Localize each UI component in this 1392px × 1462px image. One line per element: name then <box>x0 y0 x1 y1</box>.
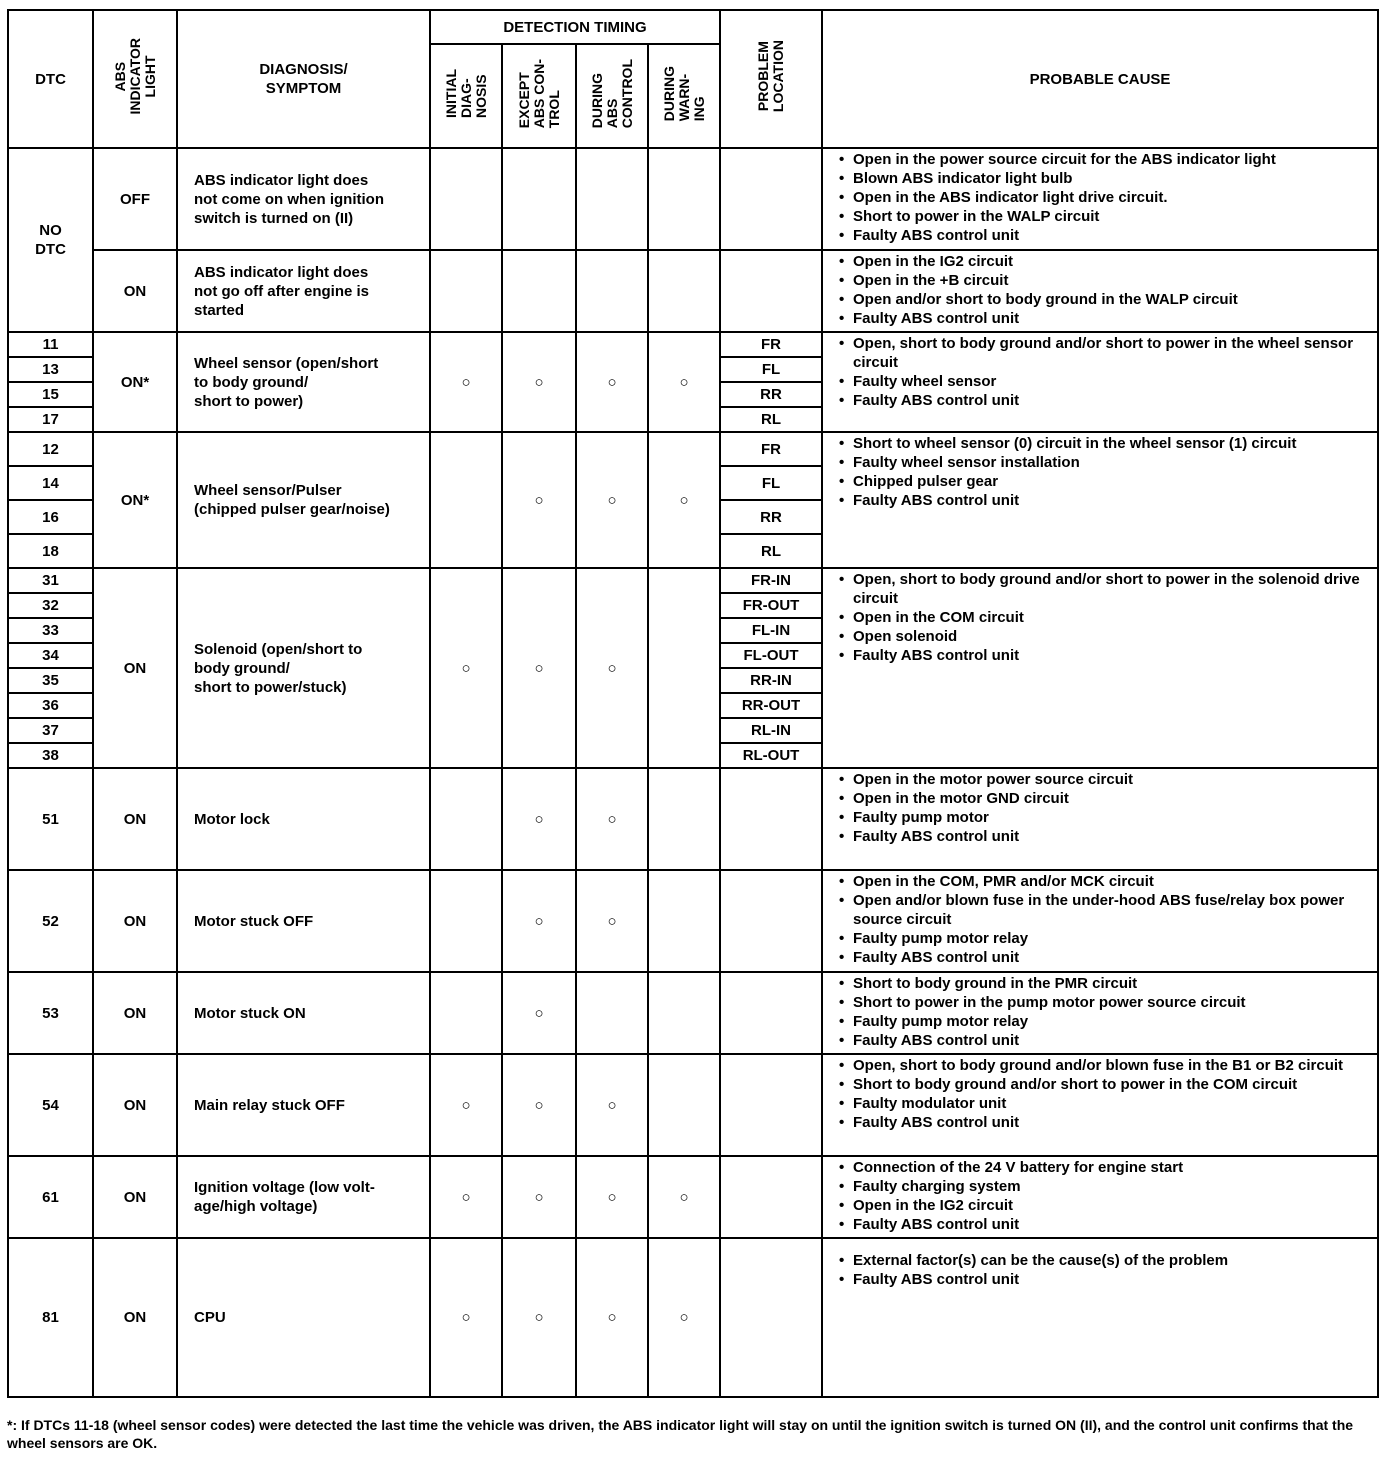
cause-item: • Open and/or short to body ground in the WALP circuit <box>827 290 1373 309</box>
header-during-abs-control: DURING ABS CONTROL <box>576 44 648 148</box>
mark-except: ○ <box>502 1054 576 1156</box>
cause-item: • Short to wheel sensor (0) circuit in the wheel sensor (1) circuit <box>827 434 1373 453</box>
cell-diagnosis: Motor stuck OFF <box>177 870 430 972</box>
cell-causes <box>822 870 1378 972</box>
cell-diagnosis: ABS indicator light does not come on when ignition switch is turned on (II) <box>177 148 430 250</box>
cause-item: • Faulty ABS control unit <box>827 1215 1373 1234</box>
cell-dtc: 13 <box>8 357 93 382</box>
cell-dtc-none: NO DTC <box>8 148 93 332</box>
cell-causes <box>822 432 1378 568</box>
mark-during-warning: ○ <box>648 432 720 568</box>
cell-dtc: 14 <box>8 466 93 500</box>
cause-item: • Open in the ABS indicator light drive circuit. <box>827 188 1373 207</box>
cause-item: • Faulty ABS control unit <box>827 309 1373 328</box>
cell-light: ON <box>93 1156 177 1238</box>
mark-except: ○ <box>502 972 576 1054</box>
mark-during-warning: ○ <box>648 332 720 432</box>
cause-item: • Open, short to body ground and/or blown fuse in the B1 or B2 circuit <box>827 1056 1373 1075</box>
cell-location: FR-OUT <box>720 593 822 618</box>
cause-item: • Faulty ABS control unit <box>827 491 1373 510</box>
mark-during-abs: ○ <box>576 568 648 768</box>
mark-initial: ○ <box>430 1156 502 1238</box>
cell-location: RR-IN <box>720 668 822 693</box>
cause-item: • Faulty wheel sensor <box>827 372 1373 391</box>
cell-causes <box>822 148 1378 250</box>
cell-light: ON* <box>93 332 177 432</box>
cause-item: • Short to body ground and/or short to power in the COM circuit <box>827 1075 1373 1094</box>
cell-dtc: 51 <box>8 768 93 870</box>
mark-initial: ○ <box>430 1054 502 1156</box>
cause-item: • Faulty ABS control unit <box>827 646 1373 665</box>
header-during-warning: DURING WARN- ING <box>648 44 720 148</box>
cell-location: FR <box>720 432 822 466</box>
cell-diagnosis: Solenoid (open/short to body ground/ short to power/stuck) <box>177 568 430 768</box>
cell-location: RL <box>720 407 822 432</box>
cell-diagnosis: Main relay stuck OFF <box>177 1054 430 1156</box>
cell-diagnosis: CPU <box>177 1238 430 1397</box>
cause-item: • Open in the motor GND circuit <box>827 789 1373 808</box>
header-detection-timing: DETECTION TIMING <box>430 10 720 44</box>
cause-item: • Open in the +B circuit <box>827 271 1373 290</box>
cause-item: • Connection of the 24 V battery for engine start <box>827 1158 1373 1177</box>
header-abs-light: ABS INDICATOR LIGHT <box>93 10 177 148</box>
cell-location: FL <box>720 357 822 382</box>
mark-initial: ○ <box>430 332 502 432</box>
footnote: *: If DTCs 11-18 (wheel sensor codes) were detected the last time the vehicle was driven, the ABS indicator light will stay on until the ignition switch is turned ON (II), and the control unit confirms that the wheel sensors are OK. <box>7 1417 1354 1451</box>
cell-light: OFF <box>93 148 177 250</box>
mark-except: ○ <box>502 432 576 568</box>
cause-item: • External factor(s) can be the cause(s) of the problem <box>827 1251 1373 1270</box>
mark-initial: ○ <box>430 568 502 768</box>
cause-item: • Short to power in the pump motor power source circuit <box>827 993 1373 1012</box>
cell-dtc: 81 <box>8 1238 93 1397</box>
cell-causes <box>822 250 1378 332</box>
dtc-table <box>7 9 1379 1398</box>
cause-item: • Faulty wheel sensor installation <box>827 453 1373 472</box>
mark-during-abs: ○ <box>576 768 648 870</box>
cause-item: • Faulty ABS control unit <box>827 948 1373 967</box>
mark-during-warning: ○ <box>648 1238 720 1397</box>
cause-item: • Open, short to body ground and/or short to power in the wheel sensor circuit <box>827 334 1373 372</box>
cell-diagnosis: Wheel sensor (open/short to body ground/ short to power) <box>177 332 430 432</box>
cell-causes <box>822 1238 1378 1397</box>
mark-except: ○ <box>502 1156 576 1238</box>
cell-dtc: 11 <box>8 332 93 357</box>
cause-item: • Faulty ABS control unit <box>827 1113 1373 1132</box>
cause-item: • Open solenoid <box>827 627 1373 646</box>
mark-except: ○ <box>502 332 576 432</box>
cause-item: • Chipped pulser gear <box>827 472 1373 491</box>
cell-dtc: 18 <box>8 534 93 568</box>
mark-initial: ○ <box>430 1238 502 1397</box>
mark-except: ○ <box>502 768 576 870</box>
mark-during-abs: ○ <box>576 870 648 972</box>
cell-light: ON <box>93 768 177 870</box>
cell-location: RR-OUT <box>720 693 822 718</box>
cell-location: FL-IN <box>720 618 822 643</box>
cause-item: • Faulty pump motor relay <box>827 1012 1373 1031</box>
cell-dtc: 34 <box>8 643 93 668</box>
cause-item: • Open in the IG2 circuit <box>827 1196 1373 1215</box>
mark-during-abs: ○ <box>576 332 648 432</box>
mark-during-warning: ○ <box>648 1156 720 1238</box>
mark-during-abs: ○ <box>576 1238 648 1397</box>
cell-location: FL-OUT <box>720 643 822 668</box>
cell-dtc: 38 <box>8 743 93 768</box>
cell-causes <box>822 1156 1378 1238</box>
cause-item: • Short to body ground in the PMR circuit <box>827 974 1373 993</box>
cause-item: • Open in the IG2 circuit <box>827 252 1373 271</box>
cause-item: • Faulty ABS control unit <box>827 1270 1373 1289</box>
cell-light: ON <box>93 1054 177 1156</box>
cause-item: • Blown ABS indicator light bulb <box>827 169 1373 188</box>
cell-dtc: 53 <box>8 972 93 1054</box>
cause-item: • Faulty ABS control unit <box>827 391 1373 410</box>
cause-item: • Faulty ABS control unit <box>827 1031 1373 1050</box>
cell-dtc: 54 <box>8 1054 93 1156</box>
mark-during-abs: ○ <box>576 432 648 568</box>
header-dtc: DTC <box>8 10 93 148</box>
cell-dtc: 16 <box>8 500 93 534</box>
cell-location: FR-IN <box>720 568 822 593</box>
mark-during-abs: ○ <box>576 1156 648 1238</box>
mark-except: ○ <box>502 1238 576 1397</box>
cell-light: ON <box>93 972 177 1054</box>
cell-location: RL-IN <box>720 718 822 743</box>
mark-except: ○ <box>502 870 576 972</box>
cause-item: • Faulty ABS control unit <box>827 827 1373 846</box>
cell-dtc: 15 <box>8 382 93 407</box>
cell-causes <box>822 768 1378 870</box>
cell-causes <box>822 568 1378 768</box>
cell-dtc: 61 <box>8 1156 93 1238</box>
cell-light: ON* <box>93 432 177 568</box>
cell-dtc: 32 <box>8 593 93 618</box>
cell-dtc: 36 <box>8 693 93 718</box>
header-initial-diagnosis: INITIAL DIAG- NOSIS <box>430 44 502 148</box>
cell-dtc: 17 <box>8 407 93 432</box>
header-diagnosis: DIAGNOSIS/ SYMPTOM <box>177 10 430 148</box>
cell-dtc: 12 <box>8 432 93 466</box>
cause-item: • Open in the power source circuit for the ABS indicator light <box>827 150 1373 169</box>
cell-diagnosis: ABS indicator light does not go off after engine is started <box>177 250 430 332</box>
cause-item: • Faulty pump motor <box>827 808 1373 827</box>
cell-location: FL <box>720 466 822 500</box>
cause-item: • Short to power in the WALP circuit <box>827 207 1373 226</box>
cause-item: • Faulty pump motor relay <box>827 929 1373 948</box>
cell-causes <box>822 1054 1378 1156</box>
header-except-abs-control: EXCEPT ABS CON- TROL <box>502 44 576 148</box>
cell-light: ON <box>93 1238 177 1397</box>
header-problem-location: PROBLEM LOCATION <box>720 10 822 148</box>
cell-diagnosis: Wheel sensor/Pulser (chipped pulser gear/noise) <box>177 432 430 568</box>
cause-item: • Open, short to body ground and/or short to power in the solenoid drive circuit <box>827 570 1373 608</box>
cause-item: • Faulty charging system <box>827 1177 1373 1196</box>
cell-diagnosis: Ignition voltage (low volt- age/high voltage) <box>177 1156 430 1238</box>
cell-location: RR <box>720 382 822 407</box>
cause-item: • Open in the COM, PMR and/or MCK circuit <box>827 872 1373 891</box>
cell-location: FR <box>720 332 822 357</box>
cell-location: RL <box>720 534 822 568</box>
cell-light: ON <box>93 870 177 972</box>
header-probable-cause: PROBABLE CAUSE <box>822 10 1378 148</box>
cause-item: • Open in the COM circuit <box>827 608 1373 627</box>
cell-dtc: 35 <box>8 668 93 693</box>
cell-causes <box>822 332 1378 432</box>
mark-except: ○ <box>502 568 576 768</box>
cell-location: RL-OUT <box>720 743 822 768</box>
cell-diagnosis: Motor stuck ON <box>177 972 430 1054</box>
cell-dtc: 33 <box>8 618 93 643</box>
cell-location: RR <box>720 500 822 534</box>
cell-light: ON <box>93 250 177 332</box>
cause-item: • Faulty ABS control unit <box>827 226 1373 245</box>
cell-dtc: 31 <box>8 568 93 593</box>
cause-item: • Faulty modulator unit <box>827 1094 1373 1113</box>
cell-dtc: 52 <box>8 870 93 972</box>
cell-dtc: 37 <box>8 718 93 743</box>
cause-item: • Open in the motor power source circuit <box>827 770 1373 789</box>
cause-item: • Open and/or blown fuse in the under-hood ABS fuse/relay box power source circuit <box>827 891 1373 929</box>
cell-causes <box>822 972 1378 1054</box>
cell-light: ON <box>93 568 177 768</box>
mark-during-abs: ○ <box>576 1054 648 1156</box>
cell-diagnosis: Motor lock <box>177 768 430 870</box>
